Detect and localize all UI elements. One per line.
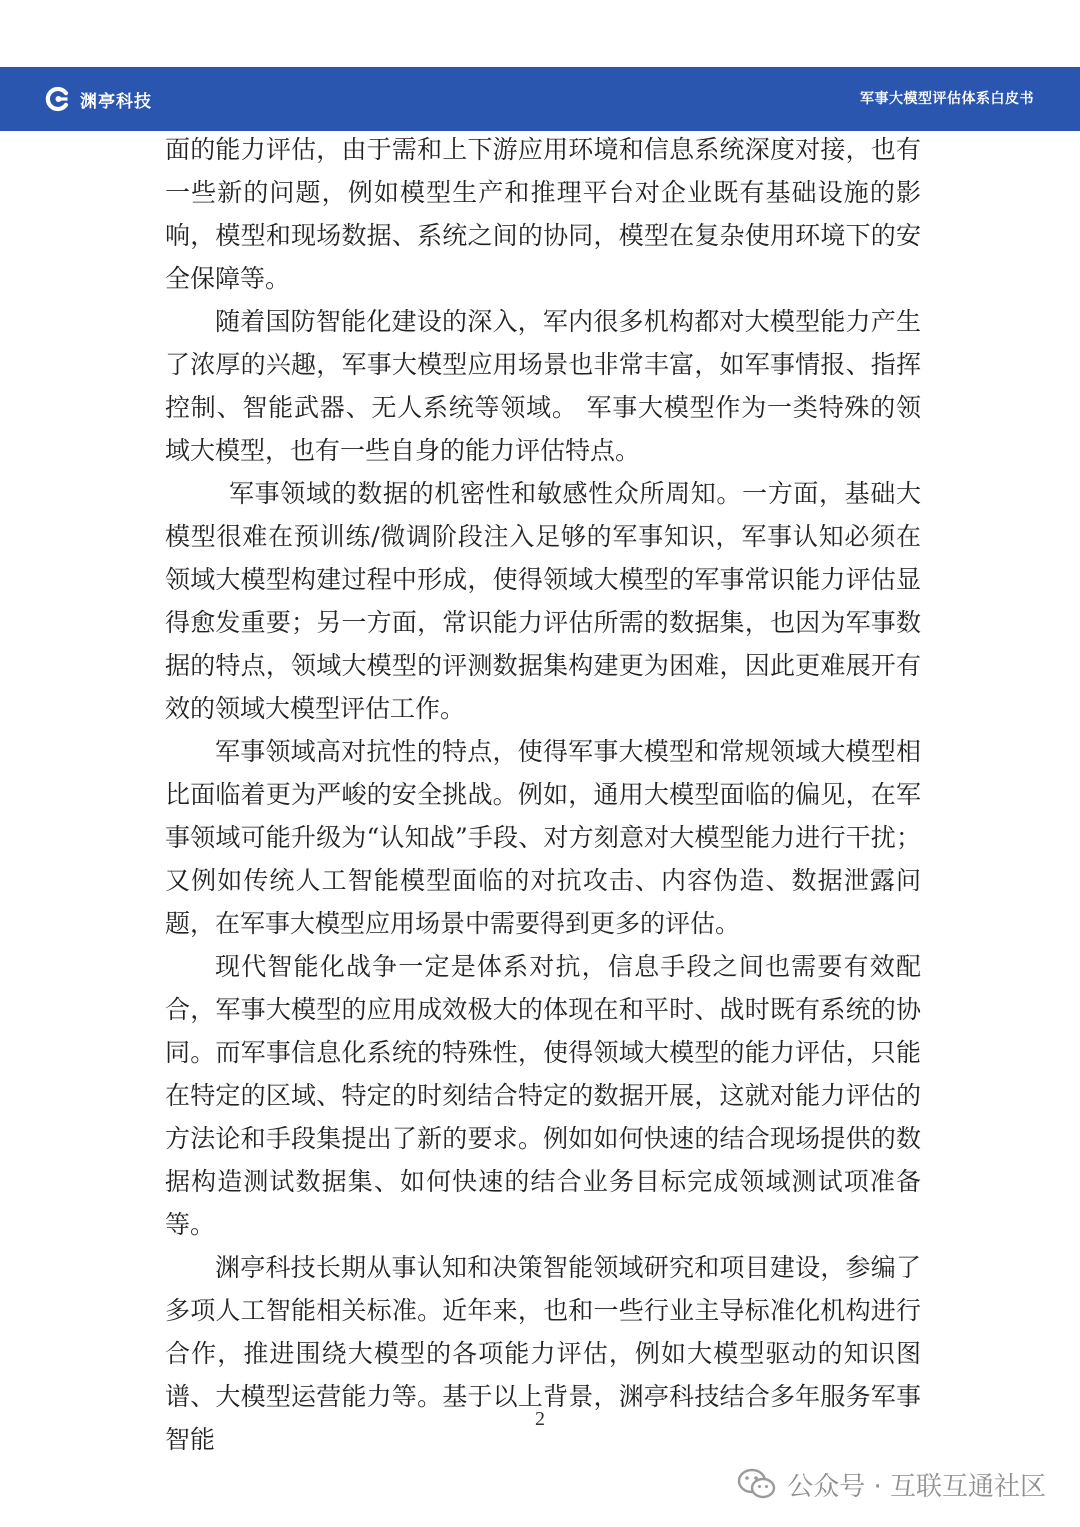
- paragraph-5: 现代智能化战争一定是体系对抗，信息手段之间也需要有效配合，军事大模型的应用成效极大的体现在和平时、战时既有系统的协同。而军事信息化系统的特殊性，使得领域大模型的能力评估，只能在特定的区域、特定的时刻结合特定的数据开展，这就对能力评估的方法论和手段集提出了新的要求。例如如何快速的结合现场提供的数据构造测试数据集、如何快速的结合业务目标完成领域测试项准备等。: [165, 952, 921, 1239]
- paragraph-1: 面的能力评估，由于需和上下游应用环境和信息系统深度对接，也有一些新的问题，例如模型生产和推理平台对企业既有基础设施的影响，模型和现场数据、系统之间的协同，模型在复杂使用环境下的安全保障等。: [165, 135, 921, 293]
- document-body: [165, 128, 921, 1461]
- document-title: 军事大模型评估体系白皮书: [860, 91, 1034, 107]
- watermark-text: 公众号 · 互联互通社区: [787, 1471, 1046, 1502]
- header-bar: [0, 67, 1080, 131]
- watermark: [737, 1462, 1046, 1506]
- paragraph-2: 随着国防智能化建设的深入，军内很多机构都对大模型能力产生了浓厚的兴趣，军事大模型应用场景也非常丰富，如军事情报、指挥控制、智能武器、无人系统等领域。 军事大模型作为一类特殊的领域大模型，也有一些自身的能力评估特点。: [165, 307, 921, 465]
- brand-c-logo-icon: [44, 85, 72, 113]
- brand: [44, 67, 152, 131]
- wechat-icon: [737, 1467, 777, 1501]
- page-number: 2: [535, 1408, 545, 1430]
- paragraph-3: 军事领域的数据的机密性和敏感性众所周知。一方面，基础大模型很难在预训练/微调阶段注入足够的军事知识，军事认知必须在领域大模型构建过程中形成，使得领域大模型的军事常识能力评估显得愈发重要；另一方面，常识能力评估所需的数据集，也因为军事数据的特点，领域大模型的评测数据集构建更为困难，因此更难展开有效的领域大模型评估工作。: [165, 479, 921, 723]
- brand-name: 渊亭科技: [80, 91, 152, 112]
- paragraph-4: 军事领域高对抗性的特点，使得军事大模型和常规领域大模型相比面临着更为严峻的安全挑战。例如，通用大模型面临的偏见，在军事领域可能升级为“认知战”手段、对方刻意对大模型能力进行干扰；又例如传统人工智能模型面临的对抗攻击、内容伪造、数据泄露问题，在军事大模型应用场景中需要得到更多的评估。: [165, 737, 921, 938]
- paragraph-6: 渊亭科技长期从事认知和决策智能领域研究和项目建设，参编了多项人工智能相关标准。近年来，也和一些行业主导标准化机构进行合作，推进围绕大模型的各项能力评估，例如大模型驱动的知识图谱、大模型运营能力等。基于以上背景，渊亭科技结合多年服务军事智能: [165, 1253, 921, 1454]
